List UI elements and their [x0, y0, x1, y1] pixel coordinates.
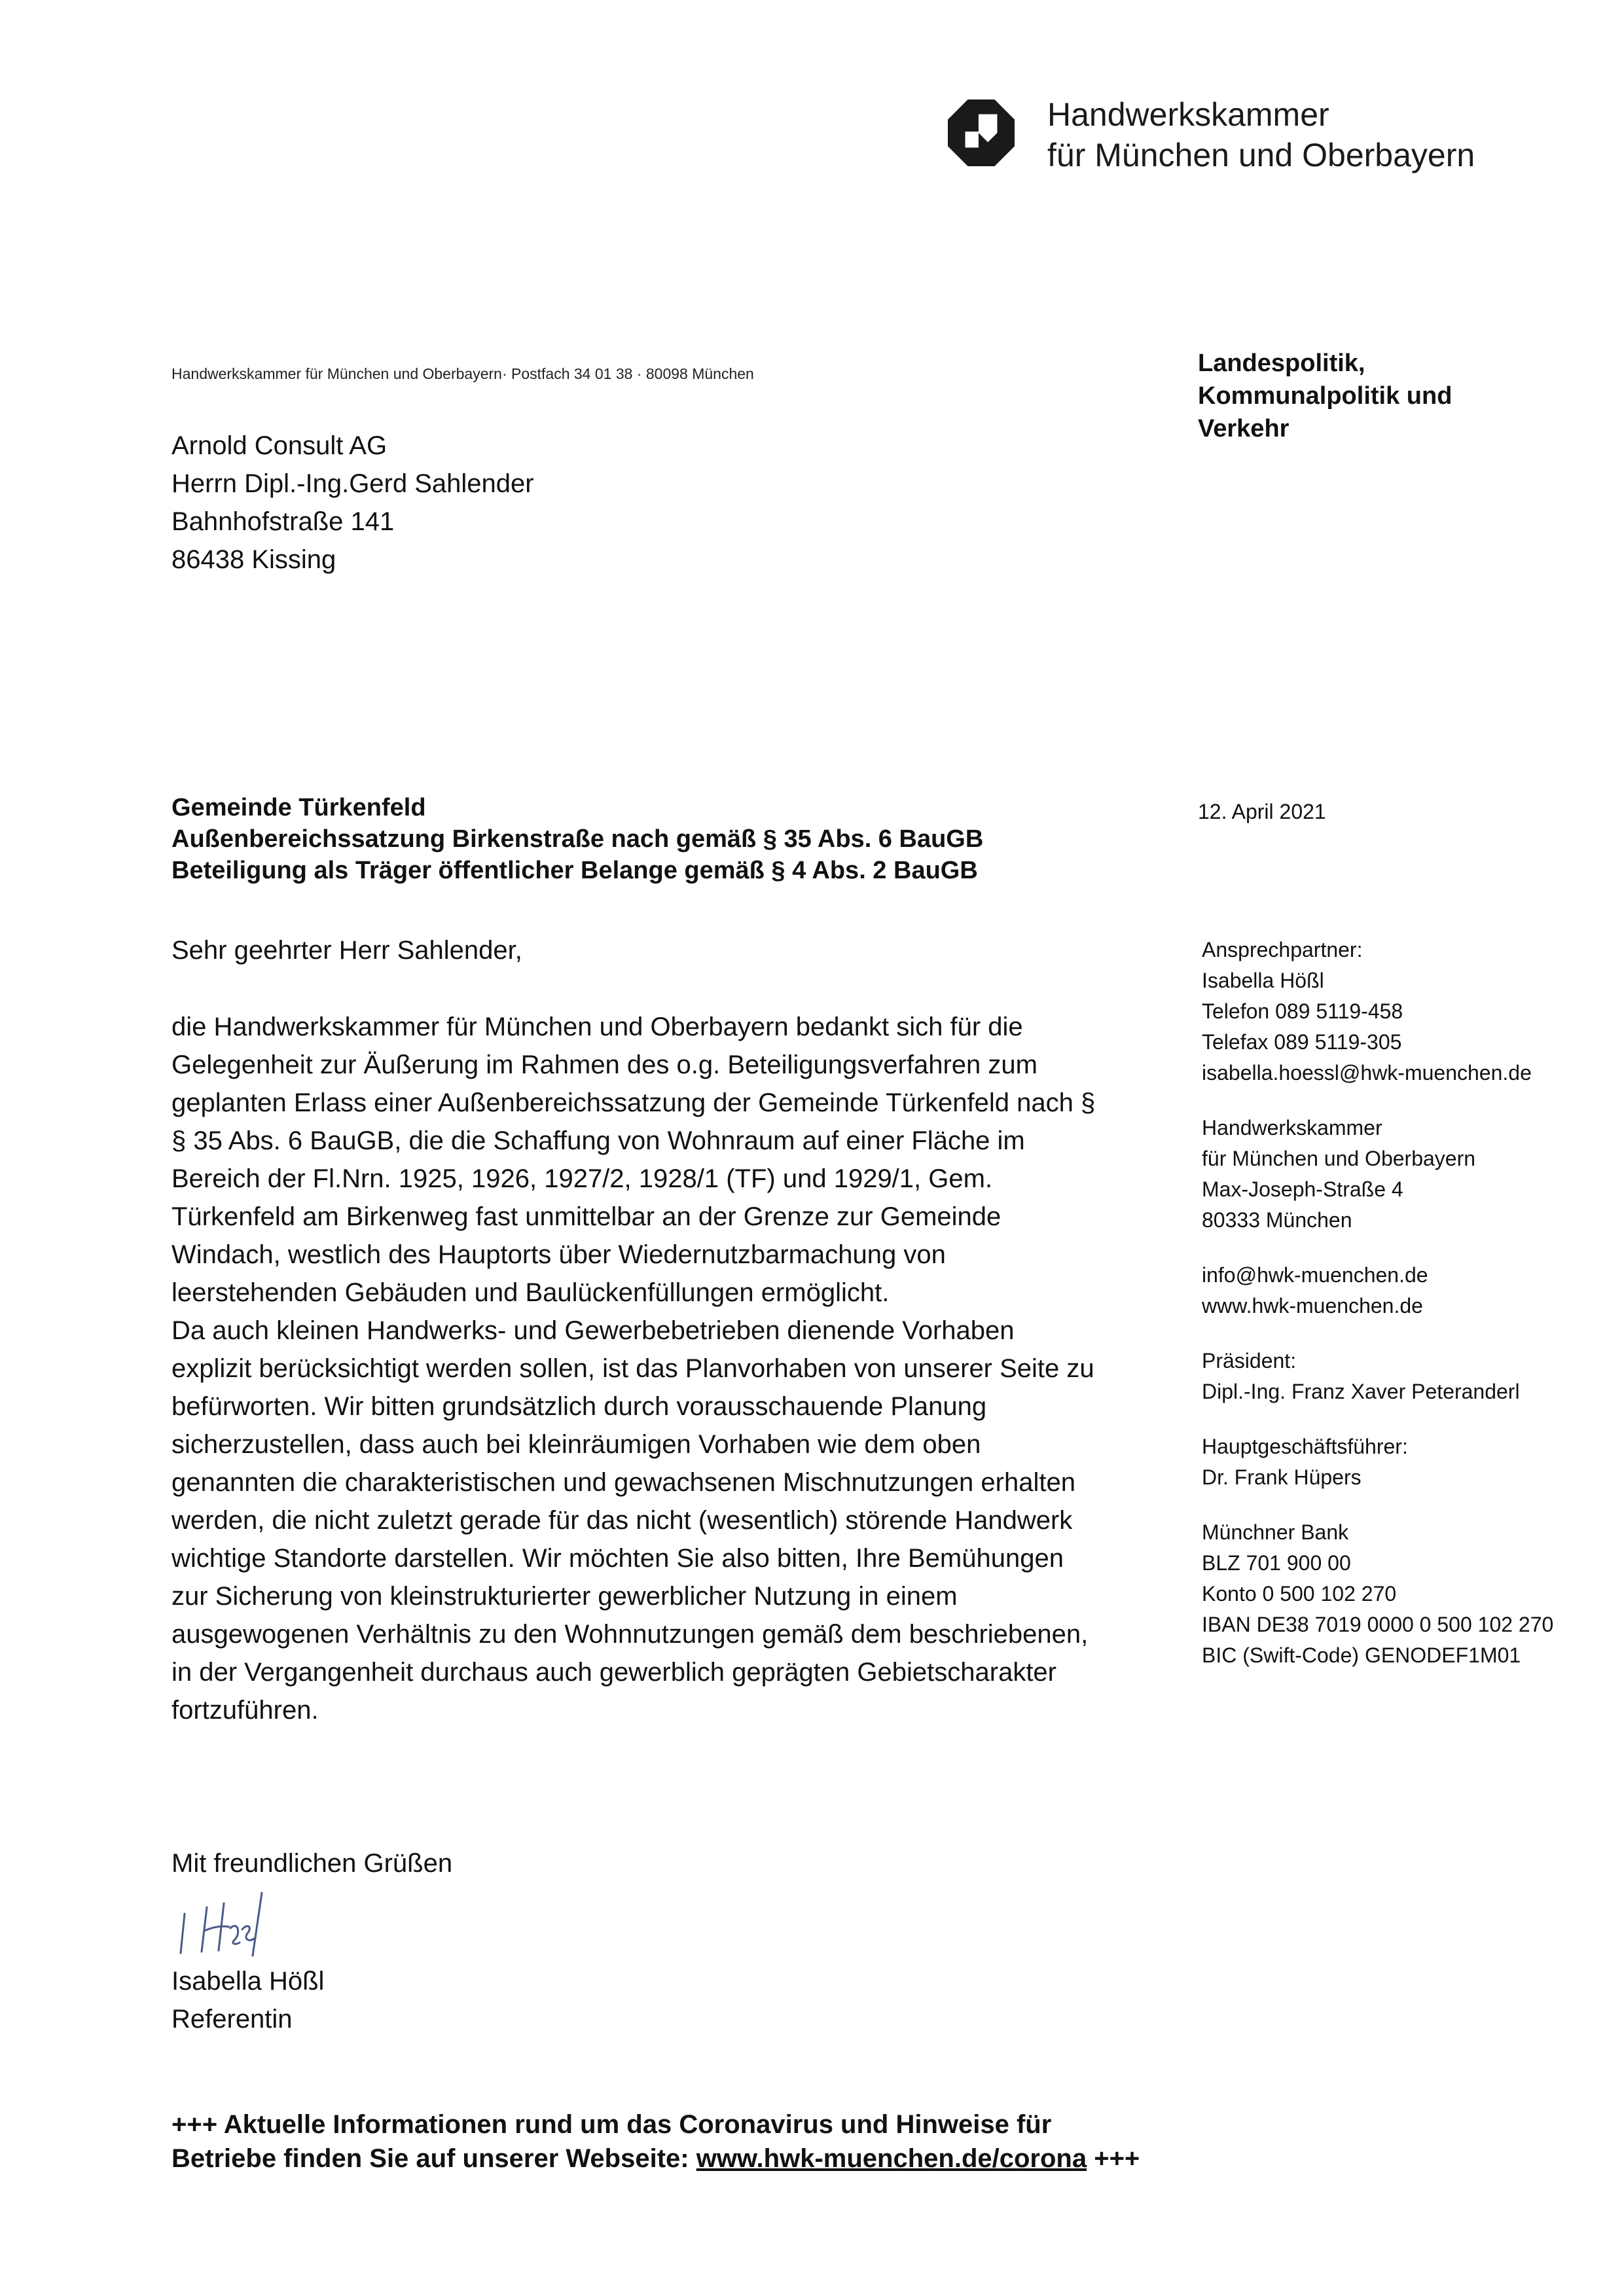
sidebar-line: Ansprechpartner:: [1202, 938, 1363, 961]
department-line-3: Verkehr: [1198, 415, 1290, 442]
logo-line-2: für München und Oberbayern: [1047, 137, 1475, 173]
letter-body: [171, 1008, 1153, 1729]
corona-footer-notice: [171, 2108, 1140, 2176]
handwritten-signature: [175, 1888, 280, 1963]
logo-line-1: Handwerkskammer: [1047, 96, 1329, 133]
body-line: § 35 Abs. 6 BauGB, die die Schaffung von Wohnraum auf einer Fläche im: [171, 1126, 1025, 1155]
letterhead-logo: [948, 98, 1576, 177]
ceo-block: [1202, 1431, 1553, 1493]
body-line: die Handwerkskammer für München und Oberbayern bedankt sich für die: [171, 1013, 1023, 1041]
body-line: ausgewogenen Verhältnis zu den Wohnnutzungen gemäß dem beschriebenen,: [171, 1620, 1089, 1649]
footer-line-1: +++ Aktuelle Informationen rund um das Coronavirus und Hinweise für: [171, 2110, 1052, 2139]
president-block: [1202, 1346, 1553, 1407]
body-line: Da auch kleinen Handwerks- und Gewerbebetrieben dienende Vorhaben: [171, 1316, 1015, 1345]
sidebar-line: Max-Joseph-Straße 4: [1202, 1177, 1403, 1201]
body-line: Gelegenheit zur Äußerung im Rahmen des o.g. Beteiligungsverfahren zum: [171, 1050, 1038, 1079]
sidebar-line: BIC (Swift-Code) GENODEF1M01: [1202, 1643, 1521, 1667]
hwk-octagon-logo-icon: [948, 99, 1015, 166]
recipient-person: Herrn Dipl.-Ing.Gerd Sahlender: [171, 469, 534, 498]
web-contact-block: [1202, 1260, 1553, 1321]
body-line: befürworten. Wir bitten grundsätzlich durch vorausschauende Planung: [171, 1392, 987, 1421]
body-line: werden, die nicht zuletzt gerade für das nicht (wesentlich) störende Handwerk: [171, 1506, 1073, 1535]
sidebar-line: Dr. Frank Hüpers: [1202, 1465, 1362, 1489]
recipient-city: 86438 Kissing: [171, 545, 336, 574]
closing-phrase: Mit freundlichen Grüßen: [171, 1849, 453, 1878]
sidebar-line: Münchner Bank: [1202, 1520, 1349, 1544]
chamber-address-block: [1202, 1113, 1553, 1236]
body-line: fortzuführen.: [171, 1696, 319, 1725]
signer-block: [171, 1962, 324, 2038]
corona-info-link[interactable]: www.hwk-muenchen.de/corona: [696, 2144, 1087, 2173]
sidebar-line: Konto 0 500 102 270: [1202, 1582, 1397, 1605]
sender-return-address: Handwerkskammer für München und Oberbayern· Postfach 34 01 38 · 80098 München: [171, 365, 754, 382]
body-line: genannten die charakteristischen und gewachsenen Mischnutzungen erhalten: [171, 1468, 1075, 1497]
body-line: leerstehenden Gebäuden und Baulückenfüllungen ermöglicht.: [171, 1278, 890, 1307]
letter-date: 12. April 2021: [1198, 800, 1326, 823]
body-line: in der Vergangenheit durchaus auch gewerblich geprägten Gebietscharakter: [171, 1658, 1056, 1687]
sidebar-line: IBAN DE38 7019 0000 0 500 102 270: [1202, 1613, 1554, 1636]
contact-sidebar: [1202, 935, 1553, 1695]
body-line: Windach, westlich des Hauptorts über Wiedernutzbarmachung von: [171, 1240, 946, 1269]
sidebar-line: Hauptgeschäftsführer:: [1202, 1435, 1408, 1458]
footer-line-2: [171, 2142, 1140, 2176]
subject-line-1: Gemeinde Türkenfeld: [171, 794, 426, 821]
letter-subject: [171, 792, 983, 886]
body-line: wichtige Standorte darstellen. Wir möchten Sie also bitten, Ihre Bemühungen: [171, 1544, 1064, 1573]
sidebar-line: für München und Oberbayern: [1202, 1147, 1476, 1170]
body-line: Türkenfeld am Birkenweg fast unmittelbar an der Grenze zur Gemeinde: [171, 1202, 1001, 1231]
body-line: geplanten Erlass einer Außenbereichssatzung der Gemeinde Türkenfeld nach §: [171, 1088, 1096, 1117]
sidebar-line: 80333 München: [1202, 1208, 1352, 1232]
body-line: zur Sicherung von kleinstrukturierter gewerblicher Nutzung in einem: [171, 1582, 958, 1611]
sidebar-line: Dipl.-Ing. Franz Xaver Peteranderl: [1202, 1380, 1520, 1403]
recipient-company: Arnold Consult AG: [171, 431, 388, 460]
logo-wordmark: [1047, 94, 1475, 175]
body-line: Bereich der Fl.Nrn. 1925, 1926, 1927/2, 1928/1 (TF) und 1929/1, Gem.: [171, 1164, 993, 1193]
department-heading: [1198, 347, 1452, 445]
subject-line-2: Außenbereichssatzung Birkenstraße nach gemäß § 35 Abs. 6 BauGB: [171, 825, 984, 853]
sidebar-line: www.hwk-muenchen.de: [1202, 1294, 1423, 1318]
contact-person-block: [1202, 935, 1553, 1088]
sidebar-line: info@hwk-muenchen.de: [1202, 1263, 1428, 1287]
sidebar-line: Telefax 089 5119-305: [1202, 1030, 1402, 1054]
footer-line-2-suffix: +++: [1087, 2144, 1140, 2173]
salutation: Sehr geehrter Herr Sahlender,: [171, 936, 522, 965]
signer-name: Isabella Hößl: [171, 1967, 325, 1996]
signer-title: Referentin: [171, 2005, 293, 2034]
department-line-1: Landespolitik,: [1198, 350, 1365, 377]
recipient-address: [171, 427, 534, 579]
footer-line-2-prefix: Betriebe finden Sie auf unserer Webseite:: [171, 2144, 696, 2173]
recipient-street: Bahnhofstraße 141: [171, 507, 395, 536]
sidebar-line: Telefon 089 5119-458: [1202, 999, 1403, 1023]
body-line: explizit berücksichtigt werden sollen, ist das Planvorhaben von unserer Seite zu: [171, 1354, 1094, 1383]
sidebar-line: Handwerkskammer: [1202, 1116, 1382, 1139]
subject-line-3: Beteiligung als Träger öffentlicher Belange gemäß § 4 Abs. 2 BauGB: [171, 857, 978, 884]
department-line-2: Kommunalpolitik und: [1198, 382, 1453, 410]
sidebar-line: Isabella Hößl: [1202, 969, 1324, 992]
sidebar-line: BLZ 701 900 00: [1202, 1551, 1351, 1575]
body-line: sicherzustellen, dass auch bei kleinräumigen Vorhaben wie dem oben: [171, 1430, 981, 1459]
bank-details-block: [1202, 1517, 1553, 1671]
sidebar-line: isabella.hoessl@hwk-muenchen.de: [1202, 1061, 1532, 1085]
sidebar-line: Präsident:: [1202, 1349, 1297, 1372]
